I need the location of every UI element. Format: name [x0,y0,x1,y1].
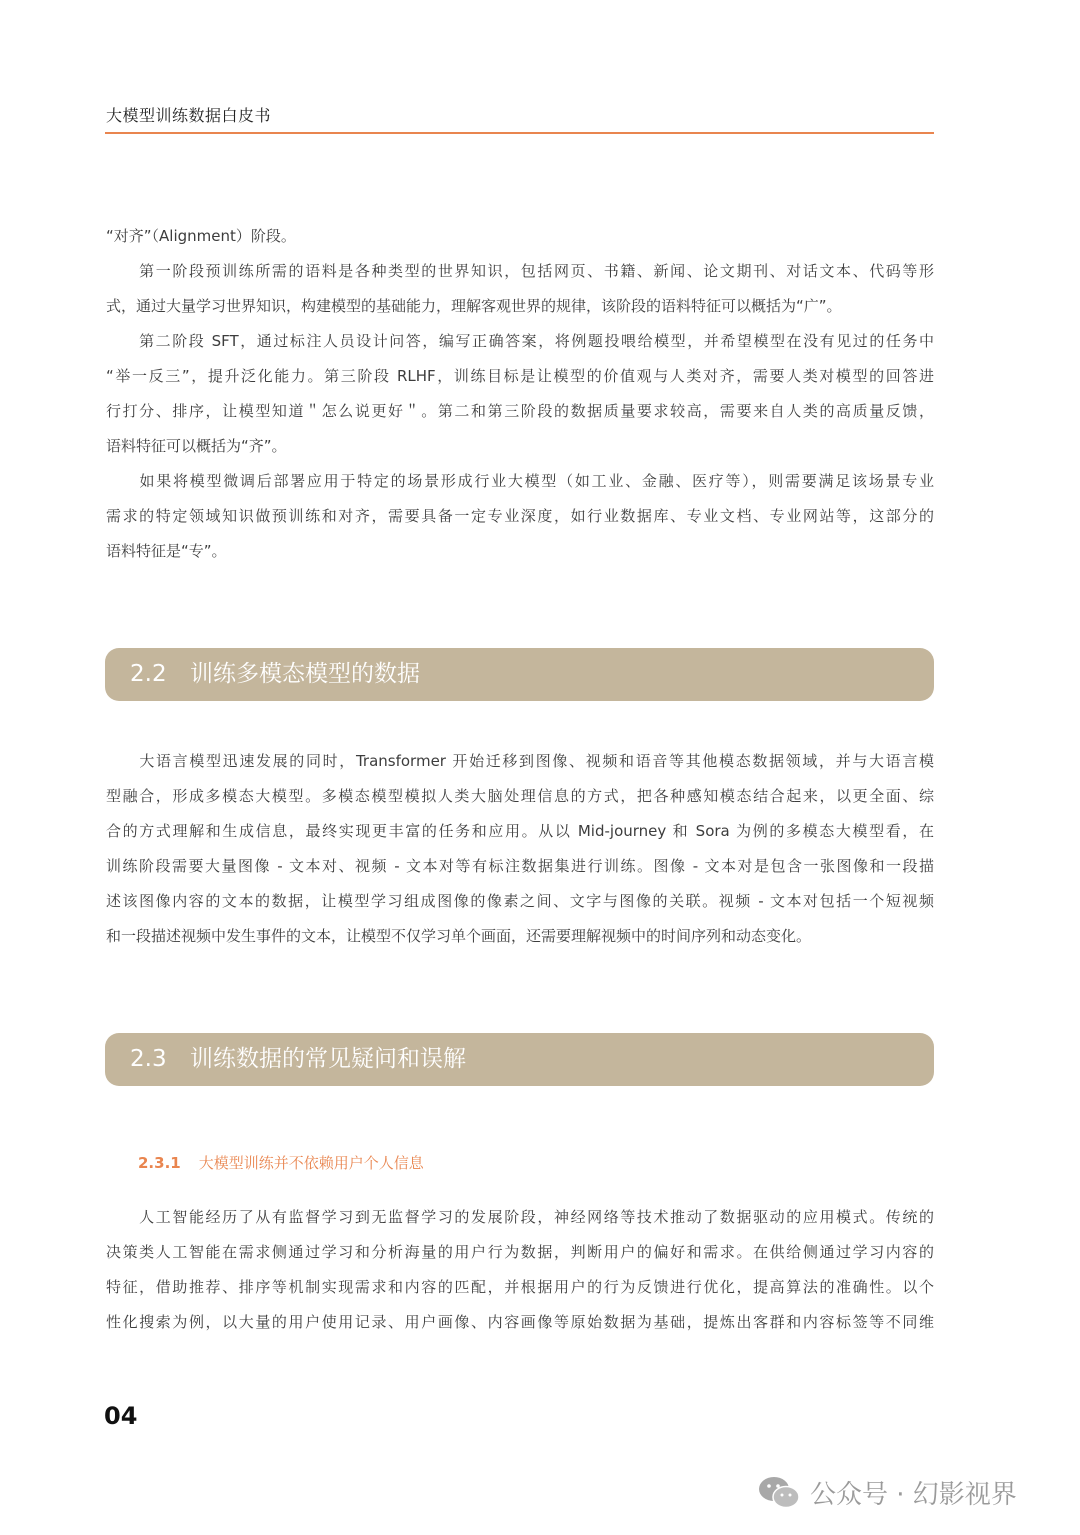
text-line: 训练阶段需要大量图像 - 文本对、视频 - 文本对等有标注数据集进行训练。图像 - 文本对是包含一张图像和一段描 [106,857,934,875]
text-line: 式，通过大量学习世界知识，构建模型的基础能力，理解客观世界的规律，该阶段的语料特征可以概括为“广”。 [106,297,842,315]
section-number: 2.3 [130,1046,167,1072]
paragraph-alignment-stage [106,219,934,254]
section-title: 训练多模态模型的数据 [190,661,420,687]
text-line: 和一段描述视频中发生事件的文本，让模型不仅学习单个画面，还需要理解视频中的时间序列和动态变化。 [106,927,812,945]
text-line: 述该图像内容的文本的数据，让模型学习组成图像的像素之间、文字与图像的关联。视频 - 文本对包括一个短视频 [106,892,934,910]
header-divider [105,132,934,134]
section-number: 2.2 [130,661,167,687]
section-heading-2-2 [105,648,934,701]
text-line: 决策类人工智能在需求侧通过学习和分析海量的用户行为数据，判断用户的偏好和需求。在供给侧通过学习内容的 [106,1243,934,1261]
paragraph-industry-model [106,464,934,569]
paragraph-user-data [106,1200,934,1340]
paragraph-multimodal [106,744,934,954]
section-title: 训练数据的常见疑问和误解 [190,1046,466,1072]
running-header-title: 大模型训练数据白皮书 [106,106,272,125]
text-line: 如果将模型微调后部署应用于特定的场景形成行业大模型（如工业、金融、医疗等），则需要满足该场景专业 [106,472,934,490]
text-line: 大语言模型迅速发展的同时，Transformer 开始迁移到图像、视频和语音等其他模态数据领域，并与大语言模 [106,752,934,770]
subsection-heading-2-3-1 [138,1151,424,1175]
text-line: 特征，借助推荐、排序等机制实现需求和内容的匹配，并根据用户的行为反馈进行优化，提高算法的准确性。以个 [106,1278,934,1296]
watermark [758,1474,1017,1510]
section-heading-2-3 [105,1033,934,1086]
text-line: 性化搜索为例，以大量的用户使用记录、用户画像、内容画像等原始数据为基础，提炼出客群和内容标签等不同维 [106,1313,934,1331]
text-line: 人工智能经历了从有监督学习到无监督学习的发展阶段，神经网络等技术推动了数据驱动的应用模式。传统的 [106,1208,934,1226]
text-line: “对齐”（Alignment）阶段。 [106,227,296,245]
text-line: 合的方式理解和生成信息，最终实现更丰富的任务和应用。从以 Mid-journey 和 Sora 为例的多模态大模型看，在 [106,822,934,840]
text-line: 第一阶段预训练所需的语料是各种类型的世界知识，包括网页、书籍、新闻、论文期刊、对话文本、代码等形 [106,262,934,280]
text-line: 需求的特定领域知识做预训练和对齐，需要具备一定专业深度，如行业数据库、专业文档、专业网站等，这部分的 [106,507,934,525]
wechat-icon [758,1475,800,1509]
paragraph-sft-rlhf [106,324,934,464]
subsection-title: 大模型训练并不依赖用户个人信息 [198,1154,424,1172]
text-line: 型融合，形成多模态大模型。多模态模型模拟人类大脑处理信息的方式，把各种感知模态结合起来，以更全面、综 [106,787,934,805]
text-line: 语料特征是“专”。 [106,542,227,560]
text-line: 第二阶段 SFT，通过标注人员设计问答，编写正确答案，将例题投喂给模型，并希望模型在没有见过的任务中 [106,332,934,350]
text-line: 行打分、排序，让模型知道＂怎么说更好＂。第二和第三阶段的数据质量要求较高，需要来自人类的高质量反馈， [106,402,934,420]
paragraph-pretraining [106,254,934,324]
page-number: 04 [104,1402,138,1430]
subsection-number: 2.3.1 [138,1154,181,1172]
watermark-text: 公众号 · 幻影视界 [810,1479,1017,1510]
text-line: 语料特征可以概括为“齐”。 [106,437,287,455]
text-line: “举一反三”，提升泛化能力。第三阶段 RLHF，训练目标是让模型的价值观与人类对齐，需要人类对模型的回答进 [106,367,934,385]
